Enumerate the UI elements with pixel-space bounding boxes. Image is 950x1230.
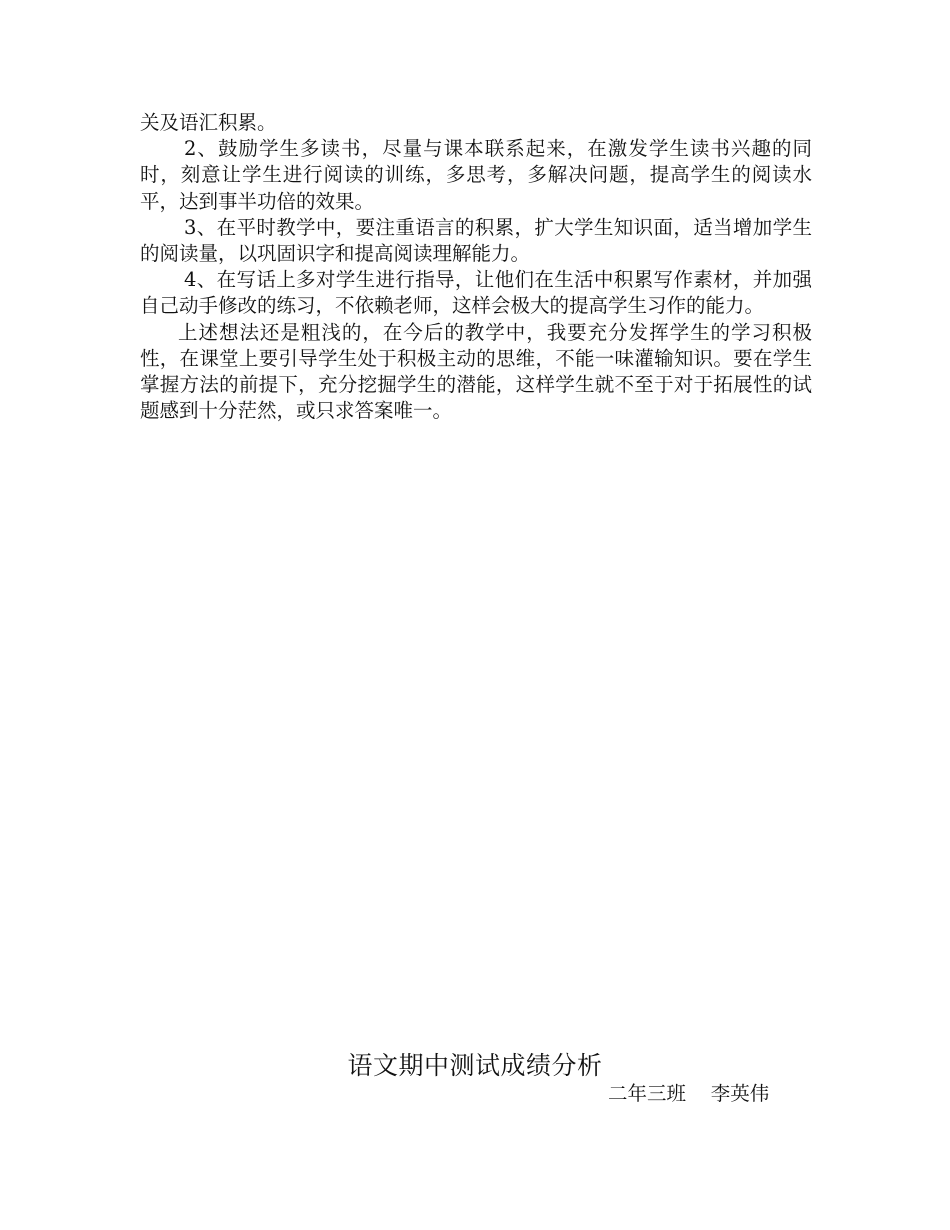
paragraph-item-4: 4、在写话上多对学生进行指导，让他们在生活中积累写作素材，并加强自己动手修改的练习，不依赖老师，这样会极大的提高学生习作的能力。 [140, 268, 812, 318]
document-body [140, 110, 812, 424]
paragraph-item-3: 3、在平时教学中，要注重语言的积累，扩大学生知识面，适当增加学生的阅读量，以巩固识字和提高阅读理解能力。 [140, 215, 812, 266]
paragraph-conclusion: 上述想法还是粗浅的，在今后的教学中，我要充分发挥学生的学习积极性，在课堂上要引导学生处于积极主动的思维，不能一味灌输知识。要在学生掌握方法的前提下，充分挖掘学生的潜能，这样学生就不至于对于拓展性的试题感到十分茫然，或只求答案唯一。 [140, 320, 812, 423]
paragraph-item-2: 2、鼓励学生多读书，尽量与课本联系起来，在激发学生读书兴趣的同时，刻意让学生进行阅读的训练，多思考，多解决问题，提高学生的阅读水平，达到事半功倍的效果。 [140, 137, 812, 213]
paragraph-continuation: 关及语汇积累。 [140, 111, 277, 134]
document-title: 语文期中测试成绩分析 [347, 1051, 603, 1080]
author-byline: 二年三班 李英伟 [608, 1082, 770, 1105]
